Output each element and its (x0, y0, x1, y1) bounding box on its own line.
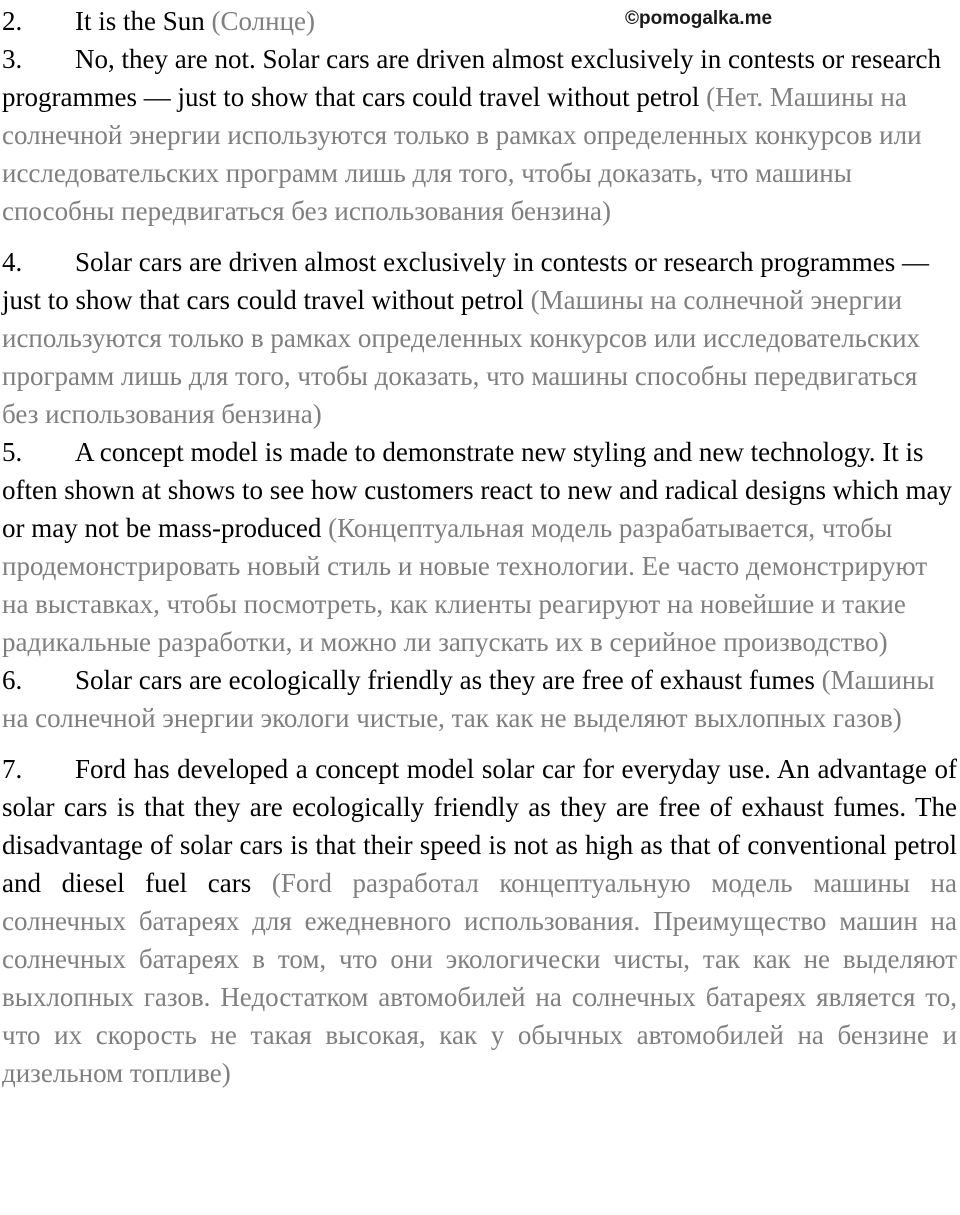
answer-russian-translation: (Ford разработал концептуальную модель машины на солнечных батареях для ежедневного использования. Преимущество машин на солнечных батареях в том, что они экологически чисты, так как не выделяют выхлопных газов. Недостатком автомобилей на солнечных батареях является то, что их скорость не такая высокая, как у обычных автомобилей на бензине и дизельном топливе) (2, 868, 957, 1088)
answer-number: 2. (2, 6, 23, 36)
answer-english-text: Ford has developed a concept model solar car for everyday use. An advantage of solar cars is that they are ecologically friendly as they are free of exhaust fumes. The disadvantage of solar cars is that their speed is not as high as that of conventional petrol and diesel fuel cars (2, 754, 957, 898)
answer-number: 3. (2, 44, 23, 74)
answer-item-5 (2, 433, 957, 661)
answer-russian-translation: (Машины на солнечной энергии экологи чистые, так как не выделяют выхлопных газов) (2, 665, 935, 733)
answers-document (2, 2, 957, 1092)
answer-russian-translation: (Машины на солнечной энергии используются только в рамках определенных конкурсов или исследовательских программ лишь для того, чтобы доказать, что машины способны передвигаться без использования бензина) (2, 285, 921, 429)
answer-item-7 (2, 750, 957, 1092)
answer-english-text: No, they are not. Solar cars are driven almost exclusively in contests or research programmes — just to show that cars could travel without petrol (2, 44, 941, 112)
answer-english-text: Solar cars are driven almost exclusively in contests or research programmes — just to show that cars could travel without petrol (2, 247, 929, 315)
answer-item-2 (2, 2, 957, 40)
answer-russian-translation: (Солнце) (211, 6, 316, 36)
answer-russian-translation: (Концептуальная модель разрабатывается, чтобы продемонстрировать новый стиль и новые технологии. Ее часто демонстрируют на выставках, чтобы посмотреть, как клиенты реагируют на новейшие и такие радикальные разработки, и можно ли запускать их в серийное производство) (2, 513, 928, 657)
answer-item-4 (2, 243, 957, 433)
answer-english-text: Solar cars are ecologically friendly as they are free of exhaust fumes (75, 665, 815, 695)
answer-number: 5. (2, 437, 23, 467)
answer-item-3 (2, 40, 957, 230)
watermark-text: ©pomogalka.me (625, 8, 773, 29)
answer-russian-translation: (Нет. Машины на солнечной энергии используются только в рамках определенных конкурсов или исследовательских программ лишь для того, чтобы доказать, что машины способны передвигаться без использования бензина) (2, 82, 922, 226)
answer-english-text: A concept model is made to demonstrate new styling and new technology. It is often shown at shows to see how customers react to new and radical designs which may or may not be mass-produced (2, 437, 953, 543)
answer-item-6 (2, 661, 957, 737)
answer-number: 6. (2, 665, 23, 695)
answer-number: 4. (2, 247, 23, 277)
answer-number: 7. (2, 754, 23, 784)
answer-english-text: It is the Sun (75, 6, 205, 36)
